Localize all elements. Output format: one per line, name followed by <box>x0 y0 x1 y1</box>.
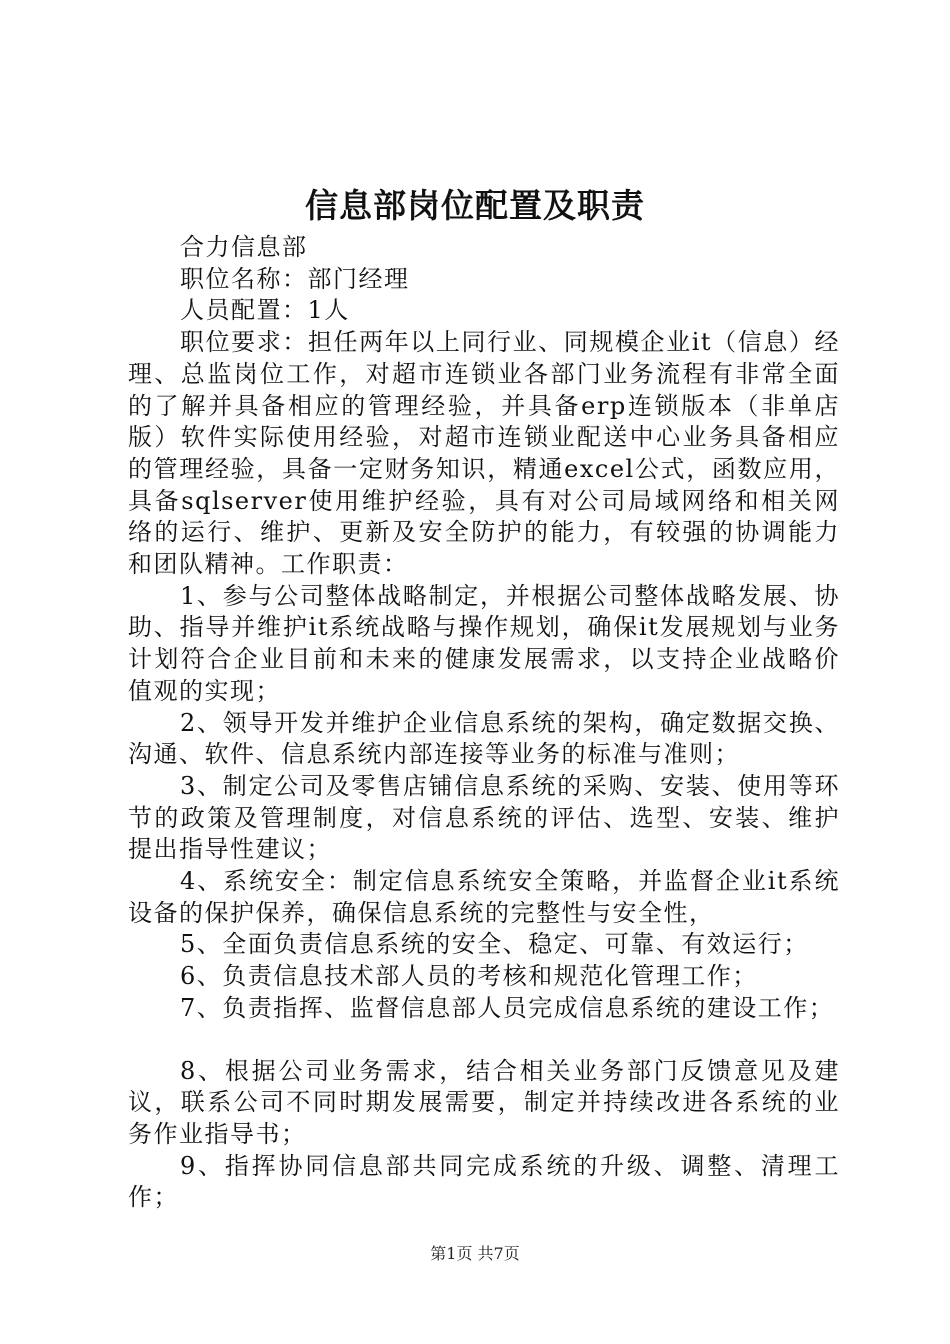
requirements-paragraph: 职位要求：担任两年以上同行业、同规模企业it（信息）经理、总监岗位工作，对超市连锁业各部门业务流程有非常全面的了解并具备相应的管理经验，并具备erp连锁版本（非单店版）软件实际使用经验，对超市连锁业配送中心业务具备相应的管理经验，具备一定财务知识，精通excel公式，函数应用，具备sqlserver使用维护经验，具有对公司局域网络和相关网络的运行、维护、更新及安全防护的能力，有较强的协调能力和团队精神。工作职责： <box>128 328 840 579</box>
duty-item-1: 1、参与公司整体战略制定，并根据公司整体战略发展、协助、指导并维护it系统战略与操作规划，确保it发展规划与业务计划符合企业目前和未来的健康发展需求，以支持企业战略价值观的实现； <box>128 581 840 705</box>
duty-item-6: 6、负责信息技术部人员的考核和规范化管理工作； <box>180 962 758 991</box>
duty-item-5: 5、全面负责信息系统的安全、稳定、可靠、有效运行； <box>180 930 809 959</box>
duty-item-3: 3、制定公司及零售店铺信息系统的采购、安装、使用等环节的政策及管理制度，对信息系统的评估、选型、安装、维护提出指导性建议； <box>128 771 840 864</box>
duty-item-2: 2、领导开发并维护企业信息系统的架构，确定数据交换、沟通、软件、信息系统内部连接等业务的标准与准则； <box>128 708 840 769</box>
page-number-footer: 第1页 共7页 <box>430 1244 520 1263</box>
duty-item-4: 4、系统安全：制定信息系统安全策略，并监督企业it系统设备的保护保养，确保信息系统的完整性与安全性， <box>128 867 840 927</box>
duty-item-7: 7、负责指挥、监督信息部人员完成信息系统的建设工作； <box>180 993 835 1022</box>
blank-line <box>128 1025 840 1056</box>
position-name-line: 职位名称：部门经理 <box>180 264 410 293</box>
page-title: 信息部岗位配置及职责 <box>305 186 645 225</box>
staffing-line: 人员配置：1人 <box>180 296 350 325</box>
document-body <box>128 232 840 1214</box>
duty-item-9: 9、指挥协同信息部共同完成系统的升级、调整、清理工作； <box>128 1151 840 1212</box>
department-line: 合力信息部 <box>180 233 308 261</box>
duty-item-8: 8、根据公司业务需求，结合相关业务部门反馈意见及建议，联系公司不同时期发展需要，制定并持续改进各系统的业务作业指导书； <box>128 1056 840 1148</box>
